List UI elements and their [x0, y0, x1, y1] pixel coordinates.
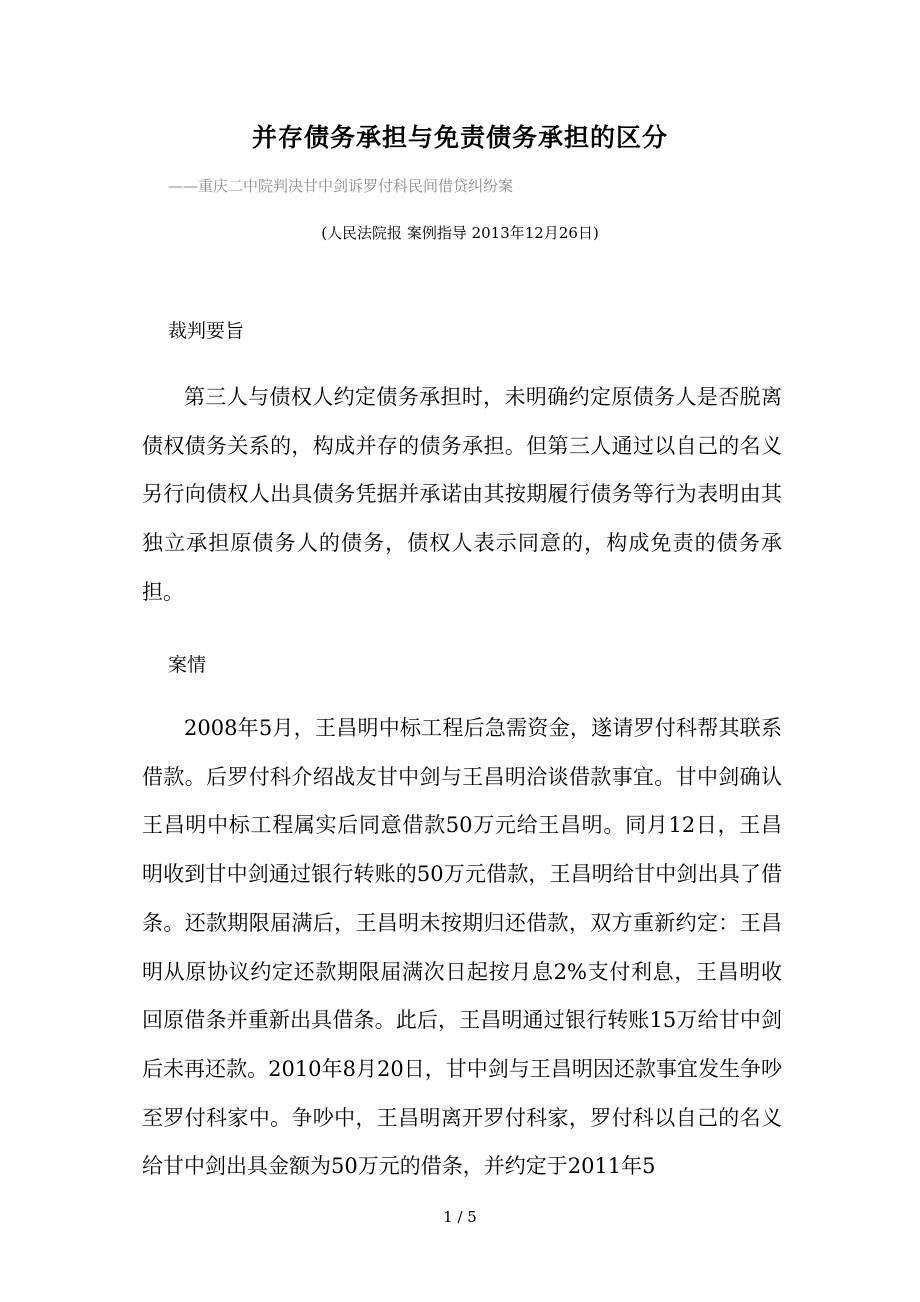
- section-paragraph-case-facts: 2008年5月，王昌明中标工程后急需资金，遂请罗付科帮其联系借款。后罗付科介绍战友甘中剑与王昌明洽谈借款事宜。甘中剑确认王昌明中标工程属实后同意借款50万元给王昌明。同月12日，王昌明收到甘中剑通过银行转账的50万元借款，王昌明给甘中剑出具了借条。还款期限届满后，王昌明未按期归还借款，双方重新约定：王昌明从原协议约定还款期限届满次日起按月息2%支付利息，王昌明收回原借条并重新出具借条。此后，王昌明通过银行转账15万给甘中剑后未再还款。2010年8月20日，甘中剑与王昌明因还款事宜发生争吵至罗付科家中。争吵中，王昌明离开罗付科家，罗付科以自己的名义给甘中剑出具金额为50万元的借条，并约定于2011年5: [142, 716, 782, 1179]
- section-heading-ruling-summary: 裁判要旨: [168, 320, 245, 342]
- document-source: (人民法院报 案例指导 2013年12月26日): [321, 224, 599, 242]
- section-heading-case-facts: 案情: [168, 654, 207, 676]
- document-subtitle: ——重庆二中院判决甘中剑诉罗付科民间借贷纠纷案: [168, 177, 514, 195]
- document-title: 并存债务承担与免责债务承担的区分: [251, 123, 668, 152]
- page-number: 1 / 5: [443, 1208, 477, 1226]
- section-paragraph-ruling-summary: 第三人与债权人约定债务承担时，未明确约定原债务人是否脱离债权债务关系的，构成并存的债务承担。但第三人通过以自己的名义另行向债权人出具债务凭据并承诺由其按期履行债务等行为表明由其独立承担原债务人的债务，债权人表示同意的，构成免责的债务承担。: [142, 385, 782, 604]
